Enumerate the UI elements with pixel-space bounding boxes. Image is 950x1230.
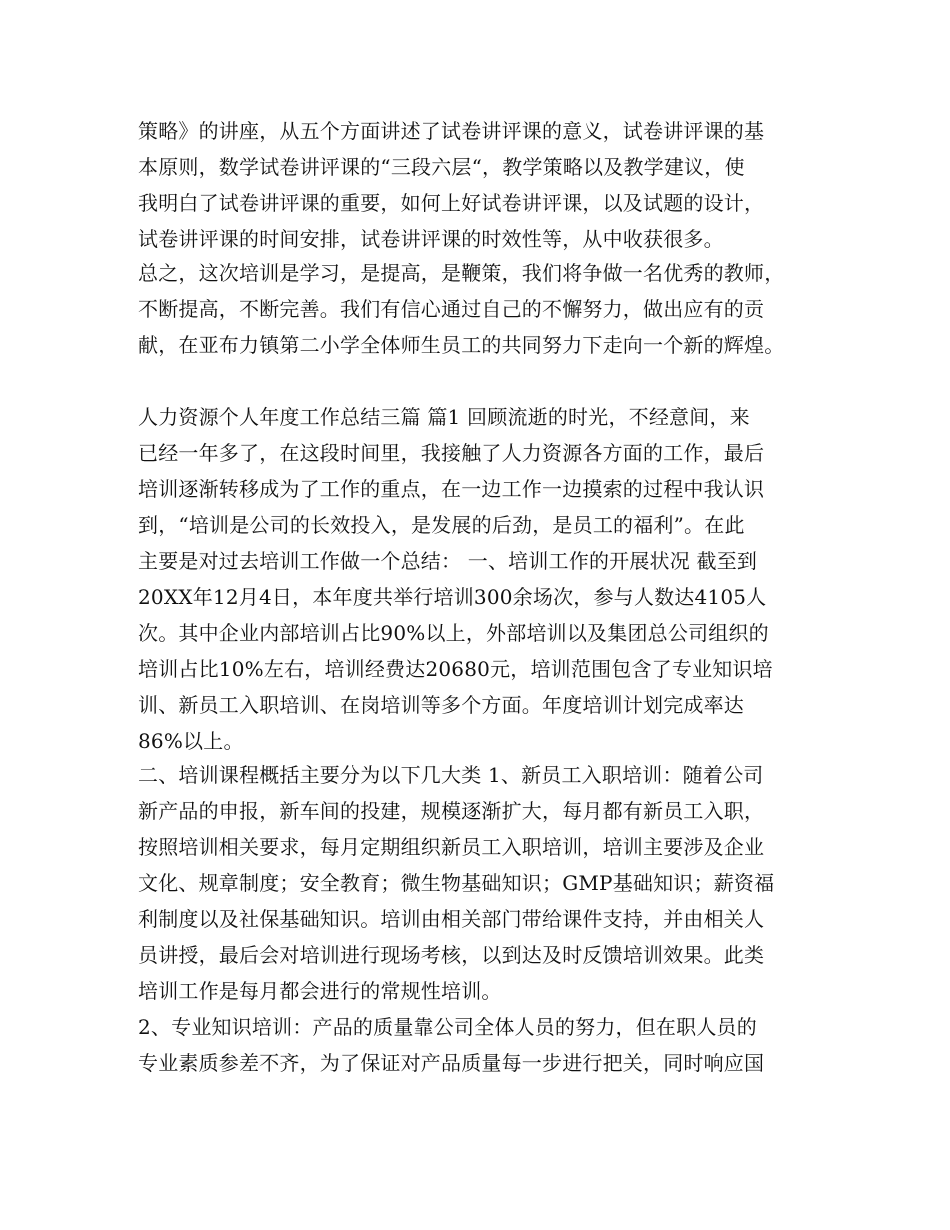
text-line: 总之，这次培训是学习，是提高，是鞭策，我们将争做一名优秀的教师， — [138, 261, 785, 285]
text-line: 专业素质参差不齐，为了保证对产品质量每一步进行把关，同时响应国 — [138, 1051, 765, 1075]
text-line: 文化、规章制度；安全教育；微生物基础知识；GMP基础知识；薪资福 — [138, 871, 775, 895]
text-line: 主要是对过去培训工作做一个总结： 一、培训工作的开展状况 截至到 — [138, 549, 758, 573]
text-line: 到，“培训是公司的长效投入，是发展的后劲，是员工的福利”。在此 — [138, 513, 745, 537]
text-line: 按照培训相关要求，每月定期组织新员工入职培训，培训主要涉及企业 — [138, 835, 765, 859]
text-line: 新产品的申报，新车间的投建，规模逐渐扩大，每月都有新员工入职， — [138, 799, 765, 823]
text-line: 二、培训课程概括主要分为以下几大类 1、新员工入职培训：随着公司 — [138, 763, 764, 787]
text-line: 献，在亚布力镇第二小学全体师生员工的共同努力下走向一个新的辉煌。 — [138, 333, 785, 357]
text-line: 不断提高，不断完善。我们有信心通过自己的不懈努力，做出应有的贡 — [138, 297, 765, 321]
text-line: 次。其中企业内部培训占比90%以上，外部培训以及集团总公司组织的 — [138, 621, 769, 645]
text-line: 20XX年12月4日，本年度共举行培训300余场次，参与人数达4105人 — [138, 585, 767, 609]
text-line: 培训占比10%左右，培训经费达20680元，培训范围包含了专业知识培 — [138, 657, 773, 681]
text-line: 试卷讲评课的时间安排，试卷讲评课的时效性等，从中收获很多。 — [138, 227, 724, 251]
text-line: 人力资源个人年度工作总结三篇 篇1 回顾流逝的时光，不经意间，来 — [138, 405, 750, 429]
text-line: 本原则，数学试卷讲评课的“三段六层“，教学策略以及教学建议，使 — [138, 155, 745, 179]
text-line: 员讲授，最后会对培训进行现场考核，以到达及时反馈培训效果。此类 — [138, 943, 765, 967]
text-line: 我明白了试卷讲评课的重要，如何上好试卷讲评课，以及试题的设计， — [138, 191, 765, 215]
text-line: 利制度以及社保基础知识。培训由相关部门带给课件支持，并由相关人 — [138, 907, 765, 931]
text-line: 已经一年多了，在这段时间里，我接触了人力资源各方面的工作，最后 — [138, 441, 765, 465]
text-line: 培训逐渐转移成为了工作的重点，在一边工作一边摸索的过程中我认识 — [138, 477, 765, 501]
text-line: 2、专业知识培训：产品的质量靠公司全体人员的努力，但在职人员的 — [138, 1015, 757, 1039]
text-line: 训、新员工入职培训、在岗培训等多个方面。年度培训计划完成率达 — [138, 693, 744, 717]
text-line: 策略》的讲座，从五个方面讲述了试卷讲评课的意义，试卷讲评课的基 — [138, 119, 765, 143]
text-line: 培训工作是每月都会进行的常规性培训。 — [138, 979, 502, 1003]
text-line: 86%以上。 — [138, 729, 244, 753]
